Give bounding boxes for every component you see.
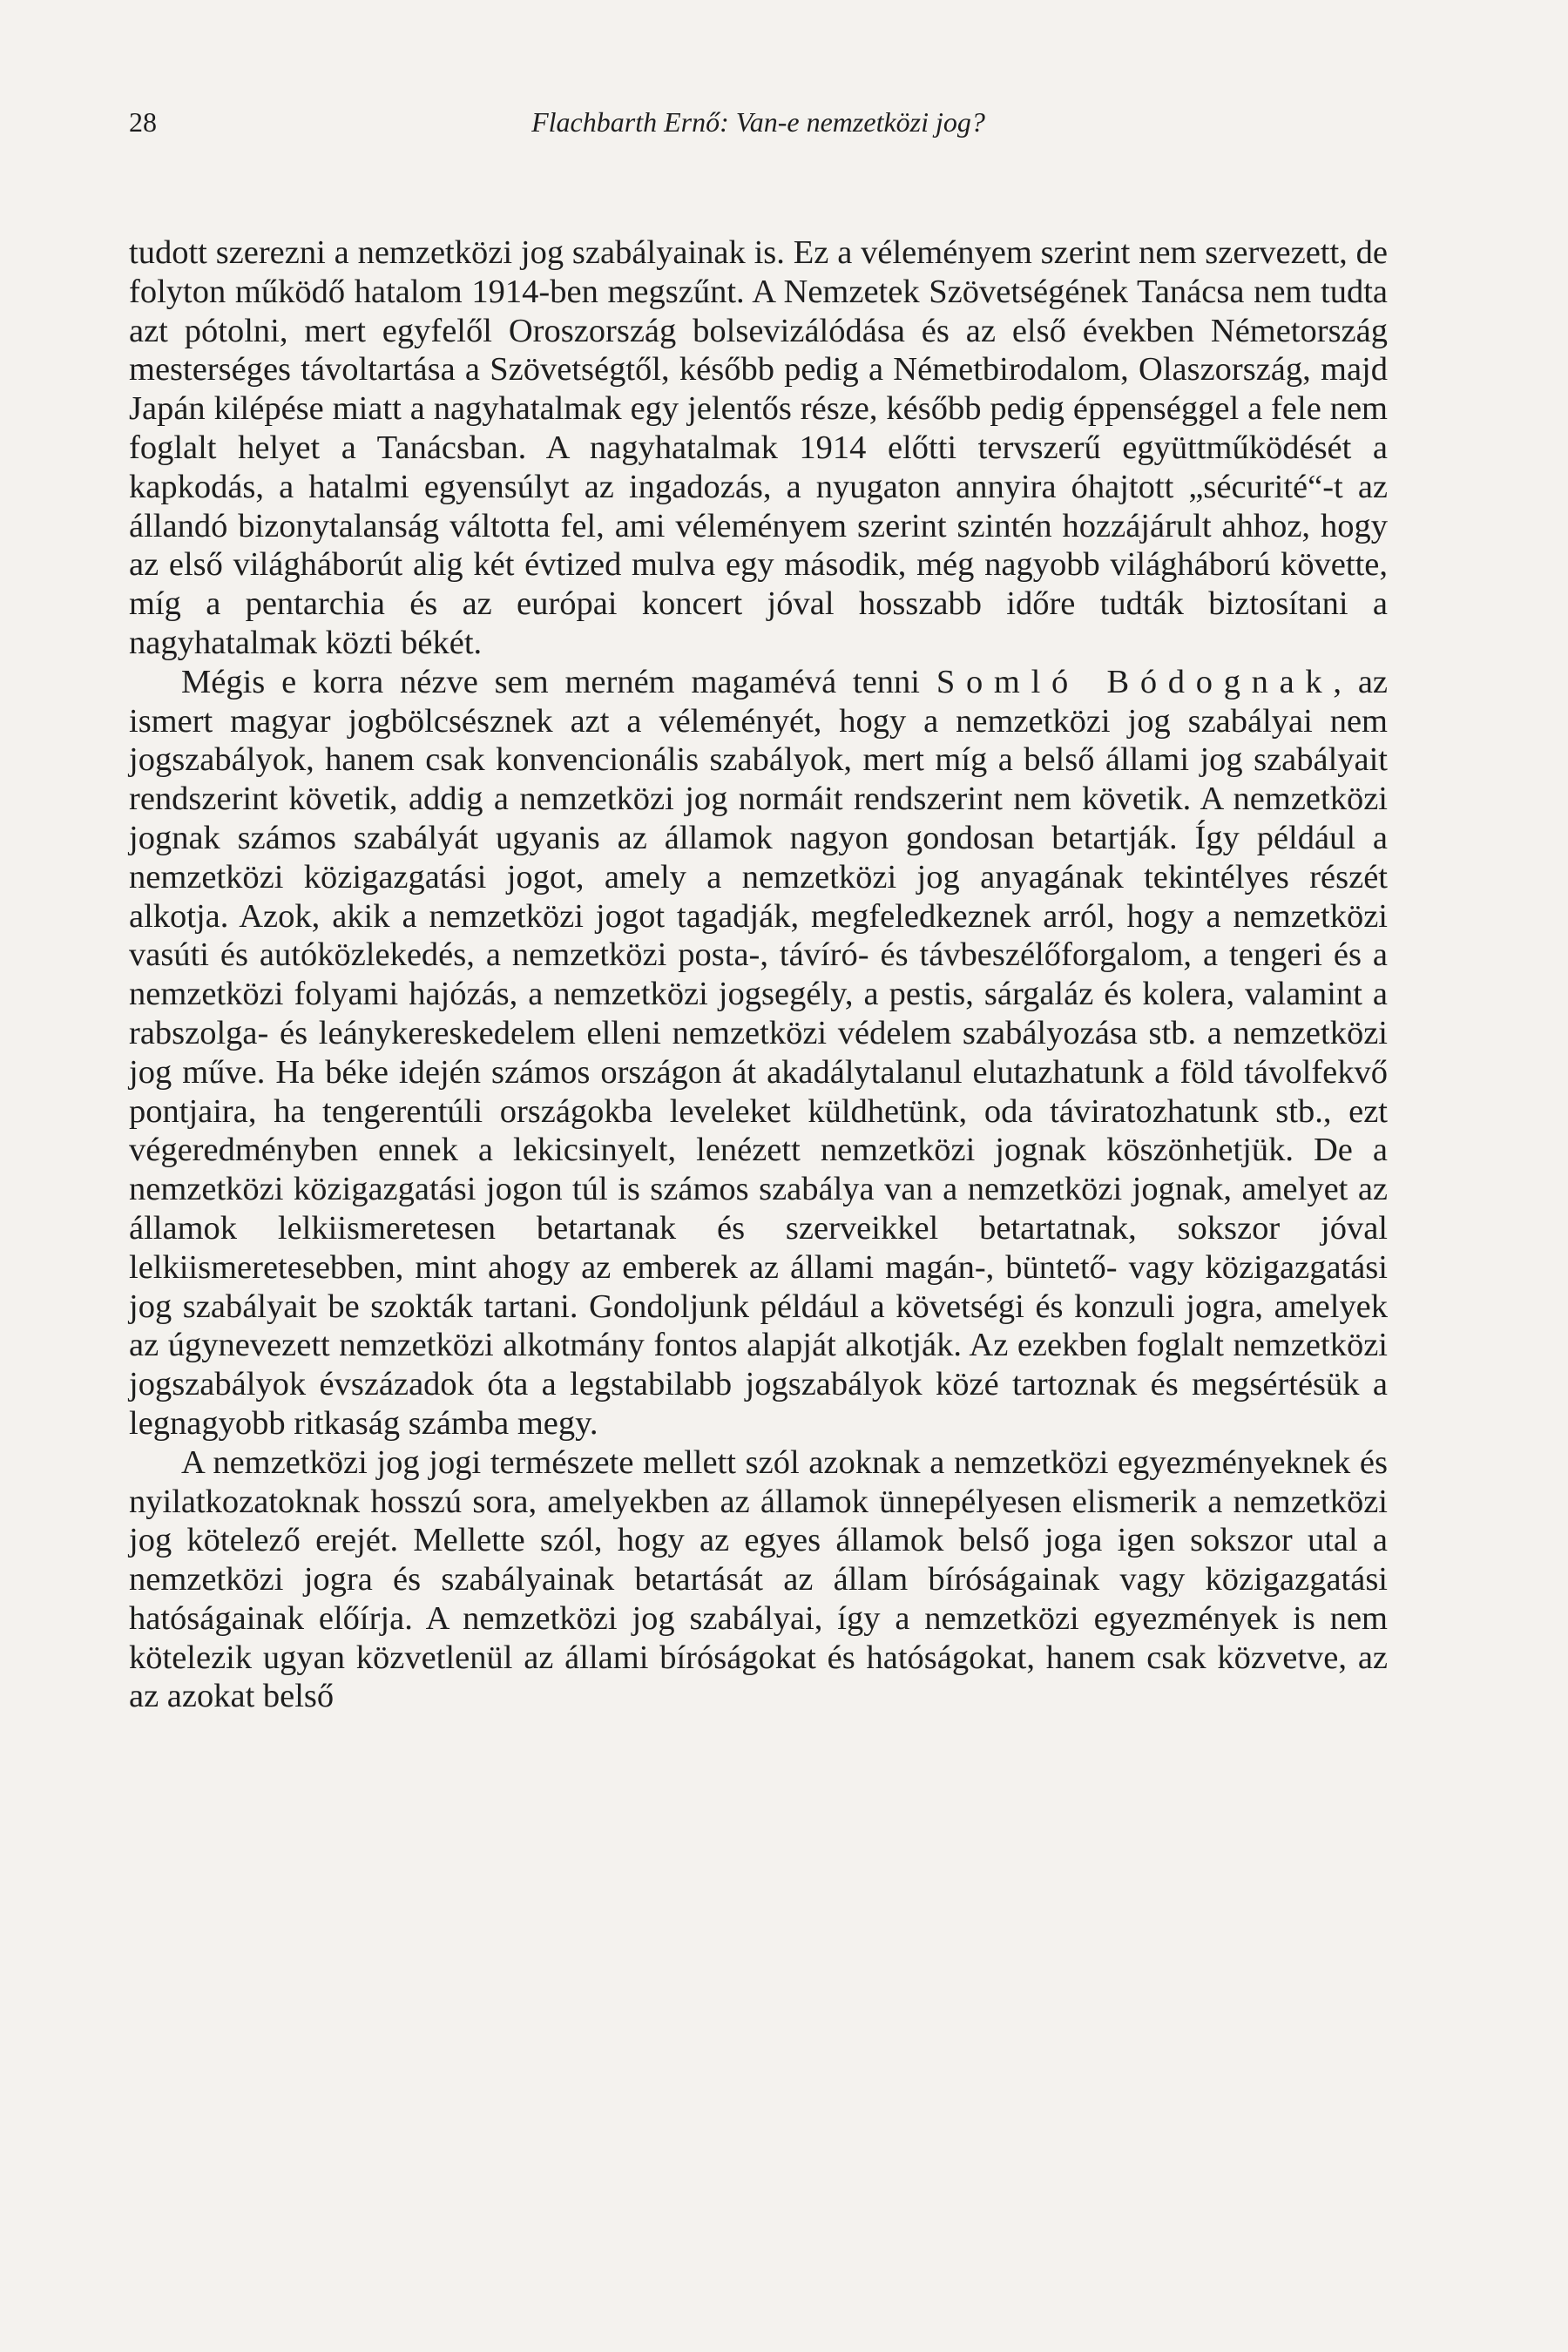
page-number: 28 <box>129 106 157 138</box>
author-name-spaced: Somló Bódognak <box>936 663 1334 700</box>
running-head: Flachbarth Ernő: Van-e nemzetközi jog? <box>531 106 985 138</box>
page-header <box>129 106 1388 150</box>
paragraph-text: tudott szerezni a nemzetközi jog szabályainak is. Ez a véleményem szerint nem szervezett, de folyton működő hatalom 1914-ben megszűnt. A Nemzetek Szövetségének Tanácsa nem tudta azt pótolni, mert egyfelől Oroszország bolsevizálódása és az első években Németország mesterséges távoltartása a Szövetségtől, később pedig a Németbirodalom, Olaszország, majd Japán kilépése miatt a nagyhatalmak egy jelentős része, később pedig éppenséggel a fele nem foglalt helyet a Tanácsban. A nagyhatalmak 1914 előtti tervszerű együttműködését a kapkodás, a hatalmi egyensúlyt az ingadozás, a nyugaton annyira óhajtott „sécurité“-t az állandó bizonytalanság váltotta fel, ami véleményem szerint szintén hozzájárult ahhoz, hogy az első világháborút alig két évtized mulva egy második, még nagyobb világháború követte, míg a pentarchia és az európai koncert jóval hosszabb időre tudták biztosítani a nagyhatalmak közti békét. <box>129 234 1388 661</box>
paragraph-3 <box>129 1443 1388 1717</box>
paragraph-text: , az ismert magyar jogbölcsésznek azt a véleményét, hogy a nemzetközi jog szabályai nem jogszabályok, hanem csak konvencionális szabályok, mert míg a belső állami jog szabályait rendszerint követik, addig a nemzetközi jog normáit rendszerint nem követik. A nemzetközi jognak számos szabályát ugyanis az államok nagyon gondosan betartják. Így például a nemzetközi közigazgatási jogot, amely a nemzetközi jog anyagának tekintélyes részét alkotja. Azok, akik a nemzetközi jogot tagadják, megfeledkeznek arról, hogy a nemzetközi vasúti és autóközlekedés, a nemzetközi posta-, távíró- és távbeszélőforgalom, a tengeri és a nemzetközi folyami hajózás, a nemzetközi jogsegély, a pestis, sárgaláz és kolera, valamint a rabszolga- és leánykereskedelem elleni nemzetközi védelem szabályozása stb. a nemzetközi jog műve. Ha béke idején számos országon át akadálytalanul elutazhatunk a föld távolfekvő pontjaira, ha tengerentúli országokba leveleket küldhetünk, oda táviratozhatunk stb., ezt végeredményben ennek a lekicsinyelt, lenézett nemzetközi jognak köszönhetjük. De a nemzetközi közigazgatási jogon túl is számos szabálya van a nemzetközi jognak, amelyet az államok lelkiismeretesen betartanak és szerveikkel betartatnak, sokszor jóval lelkiismeretesebben, mint ahogy az emberek az állami magán-, büntető- vagy közigazgatási jog szabályait be szokták tartani. Gondoljunk például a követségi és konzuli jogra, amelyek az úgynevezett nemzetközi alkotmány fontos alapját alkotják. Az ezekben foglalt nemzetközi jogszabályok évszázadok óta a legstabilabb jogszabályok közé tartoznak és megsértésük a legnagyobb ritkaság számba megy. <box>129 663 1389 1442</box>
paragraph-text: Mégis e korra nézve sem merném magamévá tenni <box>181 663 936 700</box>
paragraph-text: A nemzetközi jog jogi természete mellett szól azoknak a nemzetközi egyezményeknek és nyilatkozatoknak hosszú sora, amelyekben az államok ünnepélyesen elismerik a nemzetközi jog kötelező erejét. Mellette szól, hogy az egyes államok belső joga igen sokszor utal a nemzetközi jogra és szabályainak betartását az állam bíróságainak vagy közigazgatási hatóságainak előírja. A nemzetközi jog szabályai, így a nemzetközi egyezmények is nem kötelezik ugyan közvetlenül az állami bíróságokat és hatóságokat, hanem csak közvetve, az az azokat belső <box>129 1443 1388 1715</box>
body-text <box>129 233 1388 1716</box>
paragraph-2 <box>129 663 1388 1443</box>
paragraph-1 <box>129 233 1388 663</box>
